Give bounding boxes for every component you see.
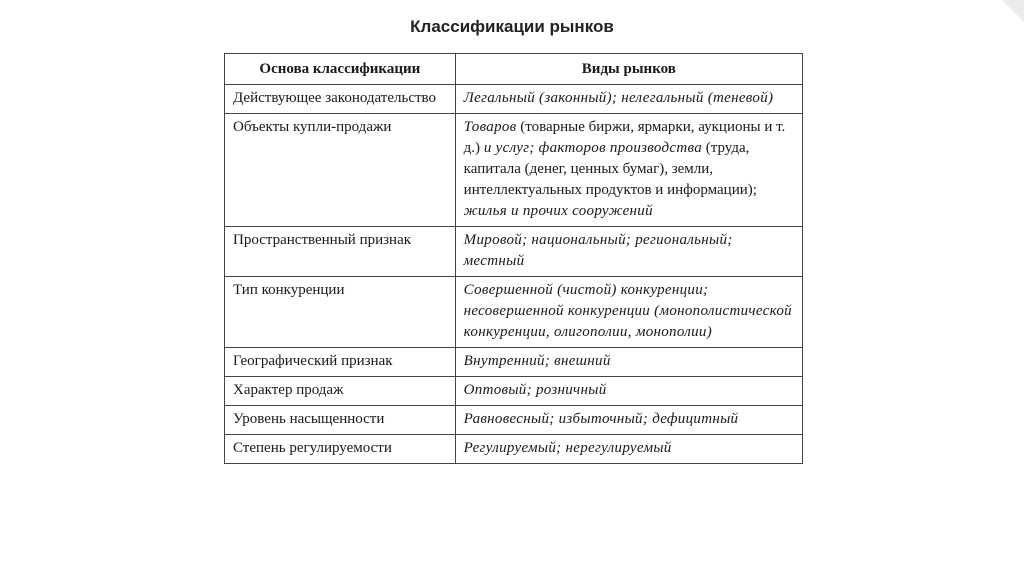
table-row — [225, 114, 803, 227]
classification-table — [224, 53, 803, 464]
classification-basis-cell: Объекты купли-продажи — [225, 114, 456, 227]
market-types-cell — [455, 435, 802, 464]
market-type-note-text: (товарные биржи, ярмарки, аукционы и т. д.) — [463, 119, 786, 156]
market-types-cell — [455, 85, 802, 114]
market-type-italic-text: Регулируемый; нерегулируемый — [463, 440, 672, 456]
market-types-cell — [455, 114, 802, 227]
table-header-row — [225, 54, 803, 85]
market-types-cell — [455, 377, 802, 406]
market-type-note-text: (труда, капитала (денег, ценных бумаг), земли, интеллектуальных продуктов и информации); — [463, 140, 757, 198]
table-row — [225, 435, 803, 464]
table-row — [225, 406, 803, 435]
table-row — [225, 85, 803, 114]
market-type-italic-text: Совершенной (чистой) конкуренции; несовершенной конкуренции (монополистической конкуренции, олигополии, монополии) — [463, 282, 792, 340]
market-type-italic-text: Товаров — [463, 119, 517, 135]
classification-basis-cell: Характер продаж — [225, 377, 456, 406]
market-types-cell — [455, 227, 802, 277]
table-row — [225, 227, 803, 277]
classification-basis-cell: Тип конкуренции — [225, 277, 456, 348]
table-row — [225, 277, 803, 348]
market-type-italic-text: Внутренний; внешний — [463, 353, 611, 369]
column-header-market-types: Виды рынков — [455, 54, 802, 85]
market-types-cell — [455, 277, 802, 348]
market-types-cell — [455, 406, 802, 435]
market-type-italic-text: и услуг; факторов производства — [483, 140, 702, 156]
market-type-italic-text: Легальный (законный); нелегальный (теневой) — [463, 90, 774, 106]
market-types-cell — [455, 348, 802, 377]
column-header-basis: Основа классификации — [225, 54, 456, 85]
table-body — [225, 85, 803, 464]
market-type-italic-text: Оптовый; розничный — [463, 382, 607, 398]
market-type-italic-text: Мировой; национальный; региональный; местный — [463, 232, 733, 269]
classification-basis-cell: Уровень насыщенности — [225, 406, 456, 435]
classification-basis-cell: Географический признак — [225, 348, 456, 377]
classification-basis-cell: Пространственный признак — [225, 227, 456, 277]
market-type-italic-text: Равновесный; избыточный; дефицитный — [463, 411, 739, 427]
table-row — [225, 348, 803, 377]
classification-basis-cell: Степень регулируемости — [225, 435, 456, 464]
classification-basis-cell: Действующее законодательство — [225, 85, 456, 114]
page-title: Классификации рынков — [410, 17, 614, 36]
market-type-italic-text: жилья и прочих сооружений — [463, 203, 653, 219]
table-row — [225, 377, 803, 406]
